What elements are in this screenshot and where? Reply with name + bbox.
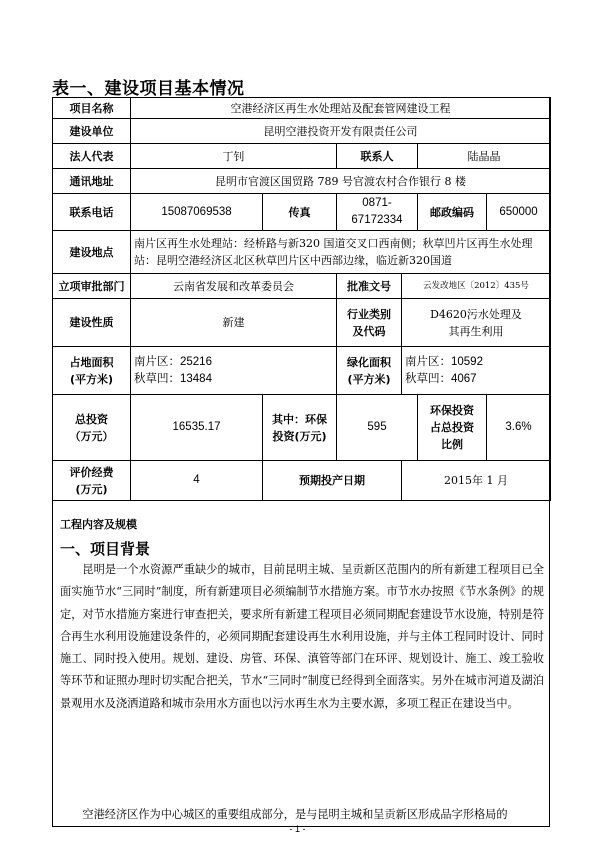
land-area-label-line-1: 占地面积	[69, 355, 114, 369]
env-invest-value: 595	[337, 395, 418, 461]
env-ratio-label-line-3: 比例	[441, 438, 463, 451]
table-row	[53, 461, 551, 501]
table-row	[53, 231, 551, 274]
table-row	[53, 194, 551, 231]
site-label: 建设地点	[53, 231, 131, 274]
env-ratio-label-line-2: 占总投资	[430, 421, 474, 434]
page-title: 表一、建设项目基本情况	[52, 79, 245, 99]
nature-value: 新建	[131, 299, 337, 347]
env-invest-label	[263, 395, 337, 461]
contact-label: 联系人	[337, 144, 418, 169]
env-invest-label-line-1: 其中：环保	[272, 412, 327, 426]
table-row	[53, 119, 551, 144]
project-info-table	[52, 97, 551, 501]
nature-label: 建设性质	[53, 299, 131, 347]
contact-value: 陆晶晶	[418, 144, 551, 169]
eval-fee-label-line-1: 评价经费	[69, 465, 114, 479]
green-area-label-line-1: 绿化面积	[347, 355, 391, 369]
paragraph: 昆明是一个水资源严重缺少的城市，目前昆明主城、呈贡新区范围内的所有新建工程项目已全面实施节水“三同时”制度，所有新建项目必须编制节水措施方案。市节水办按照《节水条例》的规定，对节水措施方案进行审查把关，要求所有新建工程项目必须同期配套建设节水设施，特别是符合再生水利用设施建设条件的，必须同期配套建设再生水利用设施，并与主体工程同时设计、同时施工、同时投入使用。规划、建设、房管、环保、滇管等部门在环评、规划设计、施工、竣工验收等环节和证照办理时切实配合把关，节水“三同时”制度已经得到全面落实。另外在城市河道及湖泊景观用水及浇洒道路和城市杂用水方面也以污水再生水为主要水源，多项工程正在建设当中。	[60, 563, 544, 710]
green-area-label	[337, 347, 402, 395]
phone-value: 15087069538	[131, 194, 263, 231]
site-value: 南片区再生水处理站：经桥路与新320 国道交叉口西南侧；秋草凹片区再生水处理站：昆明空港经济区北区秋草凹片区中西部边缘，临近新320国道	[131, 231, 551, 274]
address-value: 昆明市官渡区国贸路 789 号官渡农村合作银行 8 楼	[131, 169, 551, 194]
env-ratio-label	[418, 395, 487, 461]
table-row	[53, 169, 551, 194]
builder-label: 建设单位	[53, 119, 131, 144]
table-row	[53, 274, 551, 299]
project-name-value: 空港经济区再生水处理站及配套管网建设工程	[131, 98, 551, 119]
invest-label	[53, 395, 131, 461]
fax-value: 0871-67172334	[337, 194, 418, 231]
table-row	[53, 98, 551, 119]
invest-value: 16535.17	[131, 395, 263, 461]
env-ratio-value: 3.6%	[487, 395, 551, 461]
invest-label-line-2: （万元）	[69, 429, 114, 443]
approval-dept-label: 立项审批部门	[53, 274, 131, 299]
postcode-label: 邮政编码	[418, 194, 487, 231]
page-number: - 1 -	[289, 824, 306, 834]
project-name-label: 项目名称	[53, 98, 131, 119]
postcode-value: 650000	[487, 194, 551, 231]
section-heading: 工程内容及规模	[60, 518, 137, 531]
industry-label-line-1: 行业类别	[347, 307, 391, 321]
industry-label-line-2: 及代码	[352, 324, 386, 338]
industry-value-line-1: D4620污水处理及	[430, 307, 522, 321]
table-row	[53, 347, 551, 395]
legal-rep-label: 法人代表	[53, 144, 131, 169]
paragraph: 空港经济区作为中心城区的重要组成部分，是与昆明主城和呈贡新区形成品字形格局的	[82, 808, 508, 821]
phone-label: 联系电话	[53, 194, 131, 231]
green-area-south: 南片区：10592	[405, 355, 483, 368]
approval-no-value: 云发改地区〔2012〕435号	[402, 274, 551, 299]
green-area-label-line-2: (平方米)	[347, 372, 391, 386]
table-row	[53, 395, 551, 461]
eval-fee-label-line-2: (万元)	[75, 482, 108, 496]
eval-fee-value: 4	[131, 461, 263, 501]
invest-label-line-1: 总投资	[75, 412, 108, 426]
land-area-label	[53, 347, 131, 395]
green-area-value	[402, 347, 551, 395]
legal-rep-value: 丁钊	[131, 144, 337, 169]
fax-label: 传真	[263, 194, 337, 231]
operation-date-label: 预期投产日期	[263, 461, 402, 501]
land-area-label-line-2: (平方米)	[69, 372, 114, 386]
approval-no-label: 批准文号	[337, 274, 402, 299]
section-title: 一、项目背景	[60, 540, 151, 558]
table-row	[53, 144, 551, 169]
industry-value	[402, 299, 551, 347]
env-invest-label-line-2: 投资(万元)	[272, 429, 327, 443]
industry-label	[337, 299, 402, 347]
green-area-qiucaowa: 秋草凹：4067	[405, 372, 477, 385]
env-ratio-label-line-1: 环保投资	[430, 404, 474, 417]
address-label: 通讯地址	[53, 169, 131, 194]
land-area-value	[131, 347, 337, 395]
eval-fee-label	[53, 461, 131, 501]
land-area-qiucaowa: 秋草凹：13484	[134, 372, 212, 385]
builder-value: 昆明空港投资开发有限责任公司	[131, 119, 551, 144]
industry-value-line-2: 其再生利用	[448, 324, 504, 338]
table-row	[53, 299, 551, 347]
land-area-south: 南片区：25216	[134, 355, 212, 368]
approval-dept-value: 云南省发展和改革委员会	[131, 274, 337, 299]
operation-date-value: 2015年 1 月	[402, 461, 551, 501]
